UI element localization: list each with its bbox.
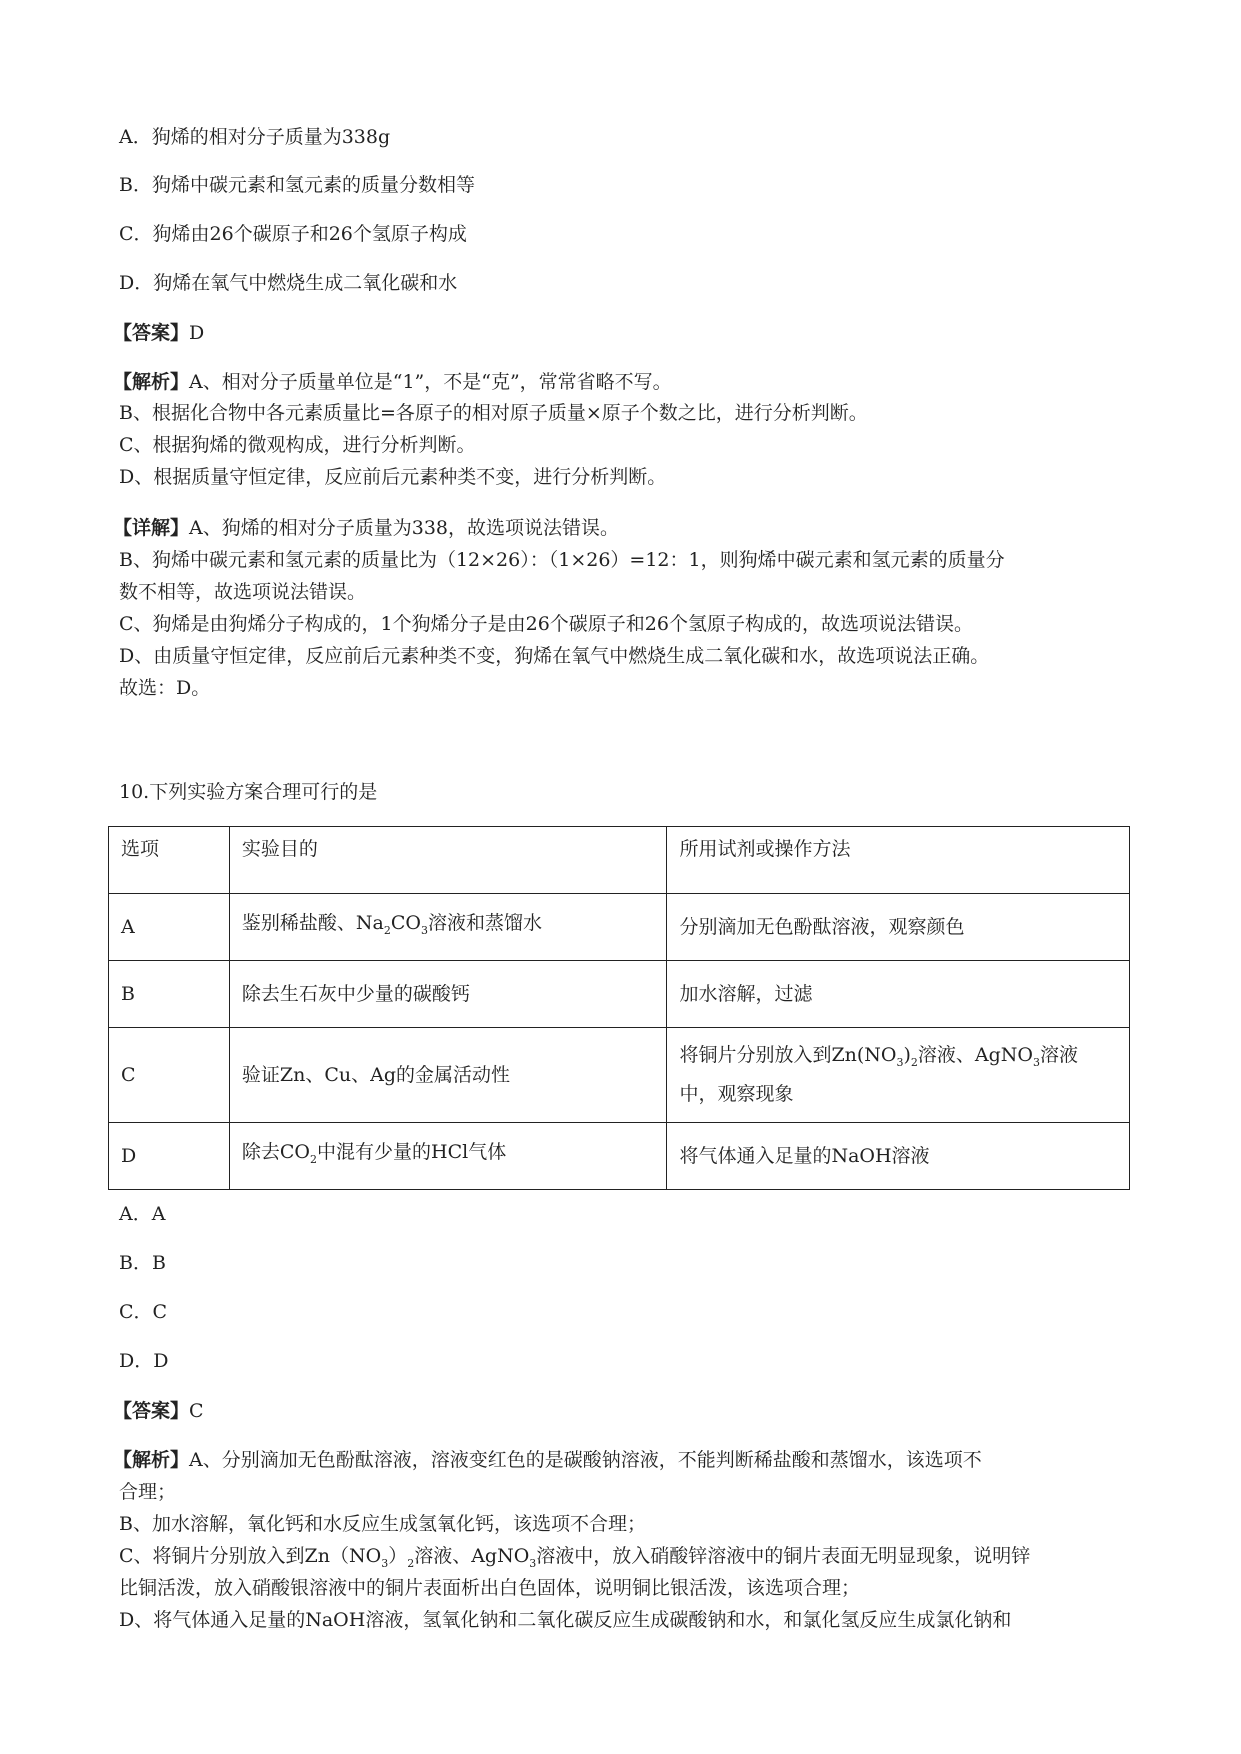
answer-label: 【答案】 [113, 322, 190, 344]
q9-option-c: C．狗烯由26个碳原子和26个氢原子构成 [119, 223, 467, 245]
q9-detail-line-1 [113, 515, 619, 541]
row-goal: 除去$CO_2$中混有少量的HCl气体 [229, 1123, 667, 1190]
answer-value: C [189, 1400, 204, 1422]
analysis-label: 【解析】 [113, 371, 190, 393]
q9-detail-line-3: 数不相等，故选项说法错误。 [119, 581, 367, 603]
header-option: 选项 [109, 827, 230, 894]
answer-label: 【答案】 [113, 1400, 190, 1422]
row-goal: 鉴别稀盐酸、$Na_2CO_3$溶液和蒸馏水 [229, 894, 667, 961]
q9-analysis-line-3: C、根据狗烯的微观构成，进行分析判断。 [119, 434, 476, 456]
row-option: B [109, 961, 230, 1028]
q10-option-b: B．B [119, 1252, 166, 1274]
q9-answer [113, 320, 204, 346]
row-goal: 验证Zn、Cu、Ag的金属活动性 [229, 1028, 667, 1123]
q10-option-c: C．C [119, 1301, 168, 1323]
row-option: C [109, 1028, 230, 1123]
detail-label: 【详解】 [113, 517, 190, 539]
analysis-text: A、相对分子质量单位是“1”，不是“克”，常常省略不写。 [189, 371, 672, 393]
row-goal: 除去生石灰中少量的碳酸钙 [229, 961, 667, 1028]
q10-option-a: A．A [119, 1203, 166, 1225]
q9-detail-line-5: D、由质量守恒定律，反应前后元素种类不变，狗烯在氧气中燃烧生成二氧化碳和水，故选项说法正确。 [119, 645, 990, 667]
q9-detail-line-6: 故选：D。 [119, 677, 211, 699]
q9-option-d: D．狗烯在氧气中燃烧生成二氧化碳和水 [119, 272, 458, 294]
table-row [109, 961, 1130, 1028]
row-method: 分别滴加无色酚酞溶液，观察颜色 [667, 894, 1130, 961]
q10-analysis-line-2: 合理； [119, 1481, 177, 1503]
row-method: 加水溶解，过滤 [667, 961, 1130, 1028]
q9-detail-line-2: B、狗烯中碳元素和氢元素的质量比为（12×26）：（1×26）=12：1，则狗烯中碳元素和氢元素的质量分 [119, 549, 1005, 571]
q10-analysis-line-5: 比铜活泼，放入硝酸银溶液中的铜片表面析出白色固体，说明铜比银活泼，该选项合理； [119, 1577, 861, 1599]
q10-option-d: D．D [119, 1350, 169, 1372]
q9-analysis-line-1 [113, 369, 672, 395]
analysis-label: 【解析】 [113, 1449, 190, 1471]
q9-option-a: A．狗烯的相对分子质量为338g [119, 126, 391, 148]
row-method: 将铜片分别放入到$Zn(NO_3)_2$溶液、AgNO$_3$溶液 中，观察现象 [667, 1028, 1130, 1123]
row-option: D [109, 1123, 230, 1190]
q10-analysis-line-6: D、将气体通入足量的NaOH溶液，氢氧化钠和二氧化碳反应生成碳酸钠和水，和氯化氢反应生成氯化钠和 [119, 1609, 1012, 1631]
q10-analysis-line-4: C、将铜片分别放入到$Zn(NO_3)_2$溶液、AgNO$_3$溶液中，放入硝酸锌溶液中的铜片表面无明显现象，说明锌 [119, 1545, 1031, 1570]
table-header-row [109, 827, 1130, 894]
q9-detail-line-4: C、狗烯是由狗烯分子构成的，1个狗烯分子是由26个碳原子和26个氢原子构成的，故选项说法错误。 [119, 613, 973, 635]
detail-text: A、狗烯的相对分子质量为338，故选项说法错误。 [189, 517, 620, 539]
answer-value: D [189, 322, 205, 344]
table-row [109, 894, 1130, 961]
q10-answer [113, 1398, 204, 1424]
table-row [109, 1123, 1130, 1190]
row-option: A [109, 894, 230, 961]
q9-analysis-line-4: D、根据质量守恒定律，反应前后元素种类不变，进行分析判断。 [119, 466, 667, 488]
q9-analysis-line-2: B、根据化合物中各元素质量比=各原子的相对原子质量×原子个数之比，进行分析判断。 [119, 402, 868, 424]
table-row [109, 1028, 1130, 1123]
q10-analysis-line-1 [113, 1447, 982, 1473]
row-method: 将气体通入足量的NaOH溶液 [667, 1123, 1130, 1190]
q9-option-b: B．狗烯中碳元素和氢元素的质量分数相等 [119, 174, 475, 196]
header-goal: 实验目的 [229, 827, 667, 894]
q10-question: 10.下列实验方案合理可行的是 [119, 781, 378, 803]
q10-analysis-line-3: B、加水溶解，氧化钙和水反应生成氢氧化钙，该选项不合理； [119, 1513, 646, 1535]
header-method: 所用试剂或操作方法 [667, 827, 1130, 894]
q10-table [108, 826, 1130, 1190]
analysis-text: A、分别滴加无色酚酞溶液，溶液变红色的是碳酸钠溶液，不能判断稀盐酸和蒸馏水，该选项不 [189, 1449, 982, 1471]
